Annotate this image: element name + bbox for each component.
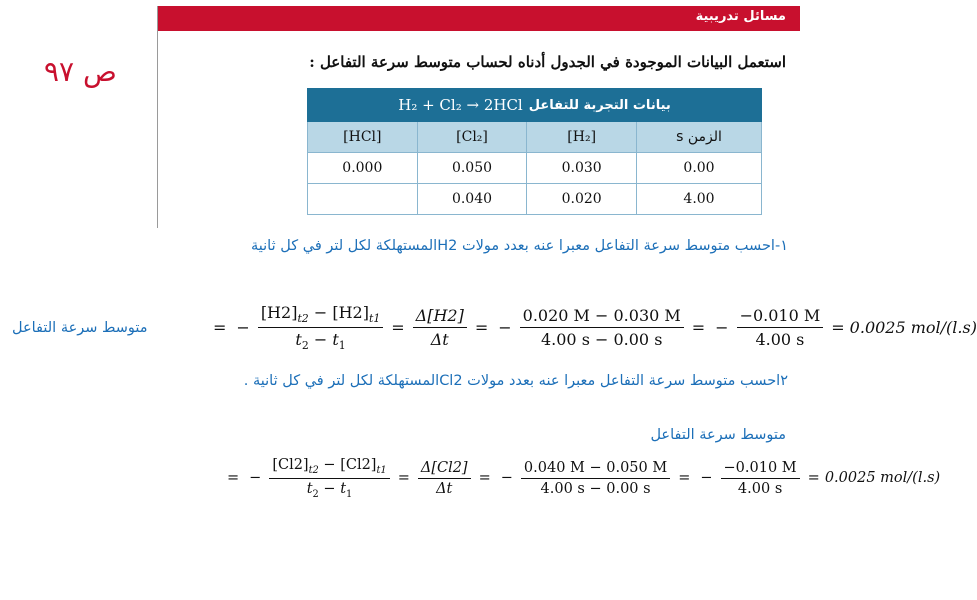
result-fraction [721, 460, 800, 497]
equals-sign: = [227, 470, 240, 487]
header-title: مسائل تدريبية [695, 9, 786, 24]
equals-sign: = [807, 470, 820, 487]
values-denominator: 4.00 s − 0.00 s [540, 480, 651, 497]
caption-label: بيانات التجربة للتفاعل [528, 97, 671, 113]
table-cell: 0.000 [308, 153, 418, 184]
caption-equation: H₂ + Cl₂ → 2HCl [398, 96, 523, 114]
table-cell: 0.020 [527, 184, 637, 215]
table-cell: 4.00 [637, 184, 762, 215]
result-numerator: −0.010 M [721, 460, 800, 479]
delta-fraction [413, 306, 467, 349]
values-fraction [520, 306, 684, 349]
instruction-text: استعمل البيانات الموجودة في الجدول أدناه لحساب متوسط سرعة التفاعل : [309, 53, 786, 71]
minus-sign: − [313, 303, 328, 322]
table-row [308, 184, 762, 215]
equals-sign: = [831, 318, 845, 338]
time-subscript: t1 [368, 312, 381, 326]
delta-numerator: Δ[H2] [415, 306, 464, 326]
time-variable: t [306, 480, 313, 497]
values-denominator: 4.00 s − 0.00 s [540, 330, 663, 350]
column-header: [HCl] [308, 122, 418, 153]
time-subscript: t2 [308, 464, 319, 476]
table-caption-row [308, 89, 762, 122]
species-term: [H2] [332, 303, 369, 322]
result-value: 0.0025 mol/(l.s) [849, 318, 977, 338]
time-index: 2 [301, 339, 309, 353]
minus-sign: − [236, 318, 250, 338]
minus-sign: − [500, 470, 513, 487]
equals-sign: = [213, 318, 227, 338]
minus-sign: − [715, 318, 729, 338]
values-fraction [521, 460, 670, 497]
equation-1 [208, 303, 977, 352]
column-header: [Cl₂] [417, 122, 527, 153]
table-cell: 0.040 [417, 184, 527, 215]
time-index: 1 [338, 339, 346, 353]
table-cell: 0.050 [417, 153, 527, 184]
time-variable: t [295, 330, 302, 350]
question-2-label: متوسط سرعة التفاعل [650, 427, 786, 443]
rate-definition-fraction [269, 457, 389, 500]
minus-sign: − [498, 318, 512, 338]
question-2-prompt: ٢احسب متوسط سرعة التفاعل معبرا عنه بعدد مولات Cl2المستهلكة لكل لتر في كل ثانية . [243, 373, 788, 389]
equals-sign: = [474, 318, 489, 338]
result-denominator: 4.00 s [737, 480, 783, 497]
species-term: [Cl2] [272, 457, 309, 473]
time-index: 1 [346, 488, 353, 500]
column-header: [H₂] [527, 122, 637, 153]
margin-divider [157, 6, 158, 228]
minus-sign: − [700, 470, 713, 487]
time-index: 2 [312, 488, 319, 500]
minus-sign: − [313, 330, 328, 350]
delta-denominator: Δt [430, 330, 449, 350]
delta-fraction [418, 460, 471, 497]
result-denominator: 4.00 s [755, 330, 805, 350]
equals-sign: = [391, 318, 405, 338]
table-row [308, 153, 762, 184]
equation-2 [222, 457, 940, 500]
result-fraction [737, 306, 824, 349]
table-cell [308, 184, 418, 215]
equals-sign: = [678, 470, 691, 487]
minus-sign: − [249, 470, 262, 487]
rate-definition-fraction [258, 303, 383, 352]
time-subscript: t1 [376, 464, 387, 476]
page-reference: ص ٩٧ [44, 55, 117, 88]
column-header: الزمن s [637, 122, 762, 153]
values-numerator: 0.040 M − 0.050 M [521, 460, 670, 479]
table-cell: 0.030 [527, 153, 637, 184]
table-caption [308, 89, 762, 122]
time-subscript: t2 [297, 312, 309, 326]
equals-sign: = [478, 470, 491, 487]
table-header-row [308, 122, 762, 153]
species-term: [H2] [260, 303, 298, 322]
question-1-label: متوسط سرعة التفاعل [12, 320, 148, 336]
species-term: [Cl2] [340, 457, 377, 473]
table-cell: 0.00 [637, 153, 762, 184]
minus-sign: − [323, 457, 336, 473]
values-numerator: 0.020 M − 0.030 M [520, 306, 684, 328]
data-table [307, 88, 762, 215]
time-variable: t [340, 480, 347, 497]
equals-sign: = [691, 318, 706, 338]
result-numerator: −0.010 M [737, 306, 824, 328]
delta-numerator: Δ[Cl2] [420, 459, 468, 476]
time-variable: t [332, 330, 339, 350]
header-bar [158, 6, 800, 31]
delta-denominator: Δt [436, 480, 453, 497]
equals-sign: = [397, 470, 410, 487]
minus-sign: − [323, 480, 336, 497]
question-1-prompt: ١-احسب متوسط سرعة التفاعل معبرا عنه بعدد مولات H2المستهلكة لكل لتر في كل ثانية [251, 238, 788, 254]
result-value: 0.0025 mol/(l.s) [824, 470, 941, 487]
